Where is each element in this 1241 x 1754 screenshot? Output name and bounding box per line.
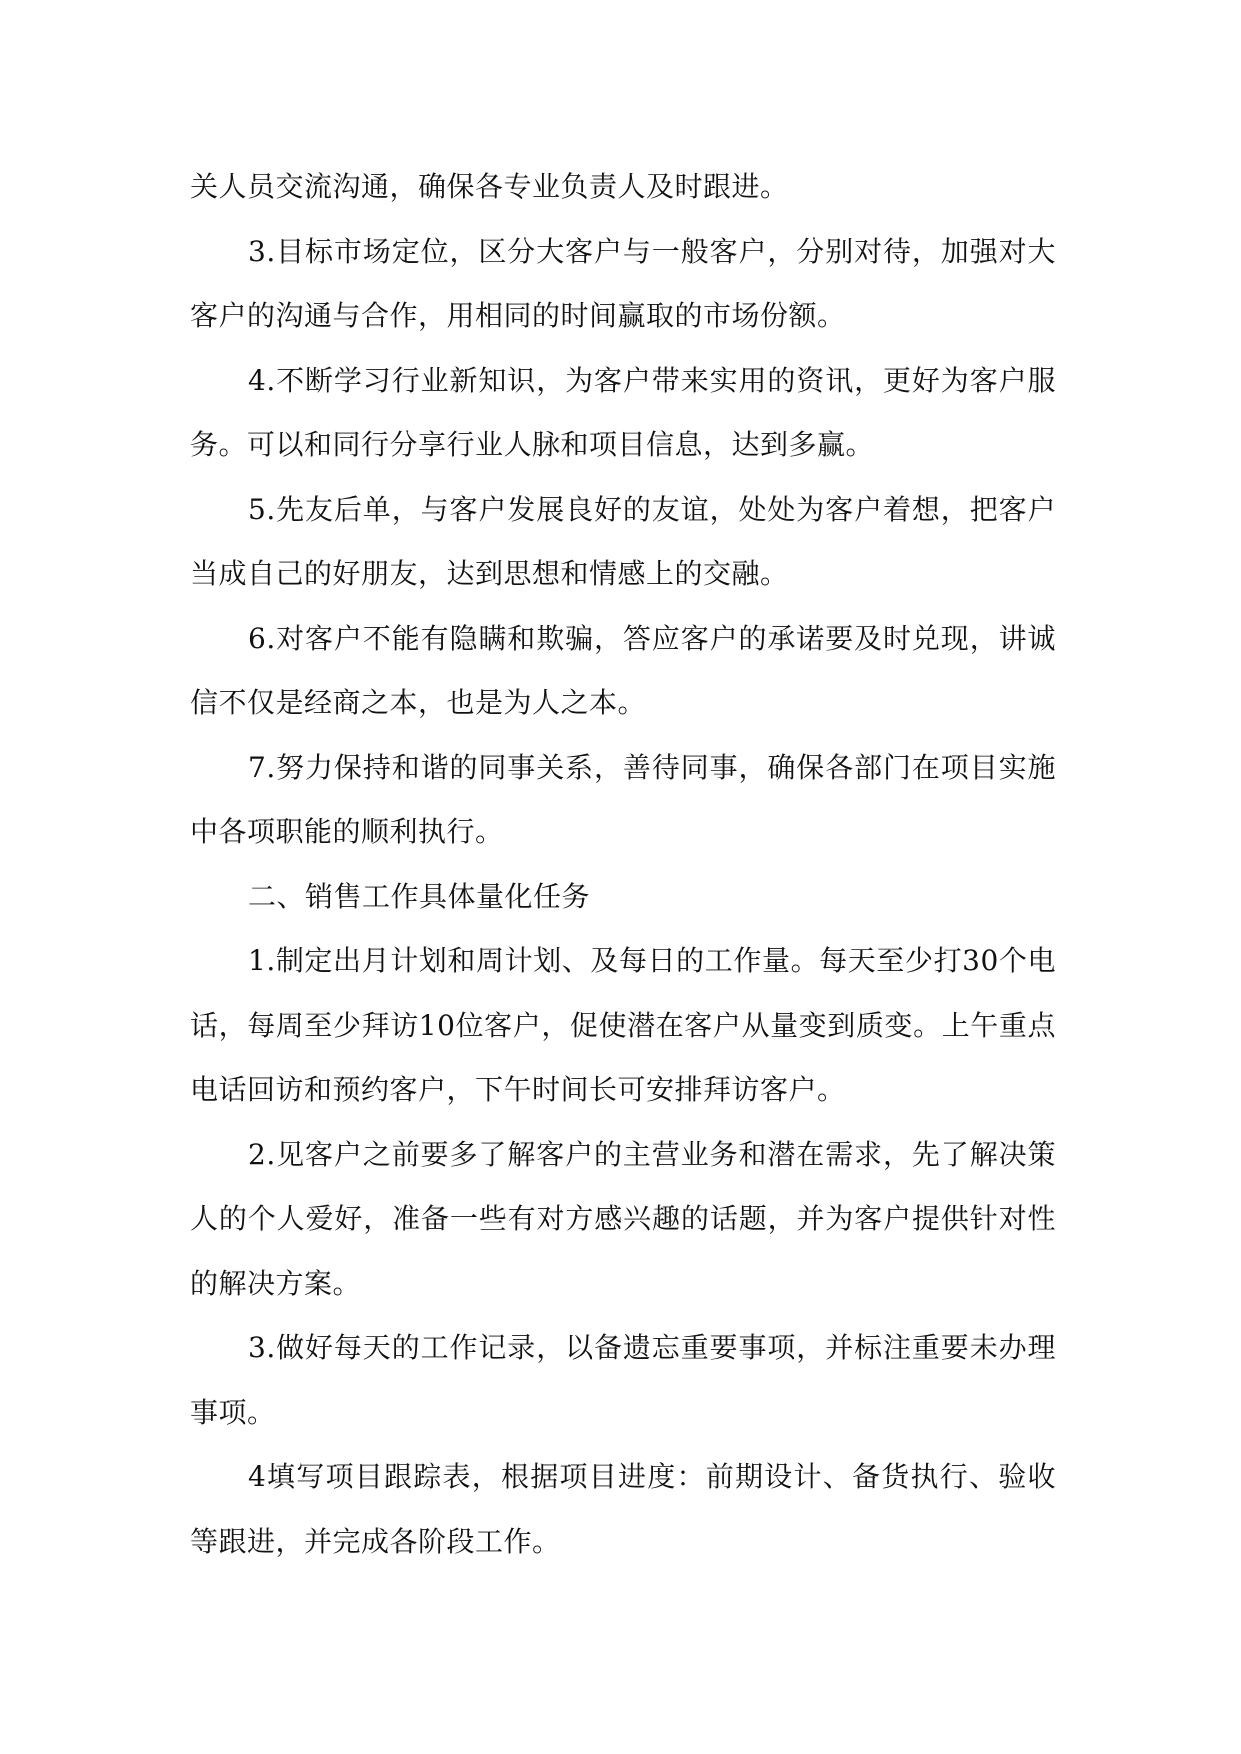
paragraph-task-1-planning: 1.制定出月计划和周计划、及每日的工作量。每天至少打30个电话，每周至少拜访10位客户，促使潜在客户从量变到质变。上午重点电话回访和预约客户，下午时间长可安排拜访客户。 <box>190 944 1056 1106</box>
paragraph-task-2-client-research: 2.见客户之前要多了解客户的主营业务和潜在需求，先了解决策人的个人爱好，准备一些有对方感兴趣的话题，并为客户提供针对性的解决方案。 <box>190 1137 1056 1300</box>
paragraph-item-7-colleagues: 7.努力保持和谐的同事关系，善待同事，确保各部门在项目实施中各项职能的顺利执行。 <box>190 750 1056 848</box>
paragraph-task-4-project-tracking: 4填写项目跟踪表，根据项目进度：前期设计、备货执行、验收等跟进，并完成各阶段工作。 <box>190 1460 1056 1558</box>
section-heading-quantified-tasks: 二、销售工作具体量化任务 <box>248 879 591 913</box>
paragraph-item-6-honesty: 6.对客户不能有隐瞒和欺骗，答应客户的承诺要及时兑现，讲诚信不仅是经商之本，也是为人之本。 <box>190 621 1056 719</box>
paragraph-item-3-market-positioning: 3.目标市场定位，区分大客户与一般客户，分别对待，加强对大客户的沟通与合作，用相同的时间赢取的市场份额。 <box>190 234 1056 332</box>
paragraph-task-3-work-log: 3.做好每天的工作记录，以备遗忘重要事项，并标注重要未办理事项。 <box>190 1331 1056 1429</box>
paragraph-item-4-learning: 4.不断学习行业新知识，为客户带来实用的资讯，更好为客户服务。可以和同行分享行业人脉和项目信息，达到多赢。 <box>190 363 1056 461</box>
paragraph-continuation: 关人员交流沟通，确保各专业负责人及时跟进。 <box>190 170 789 203</box>
paragraph-item-5-friendship: 5.先友后单，与客户发展良好的友谊，处处为客户着想，把客户当成自己的好朋友，达到思想和情感上的交融。 <box>190 492 1056 590</box>
document-body <box>190 155 1056 1574</box>
